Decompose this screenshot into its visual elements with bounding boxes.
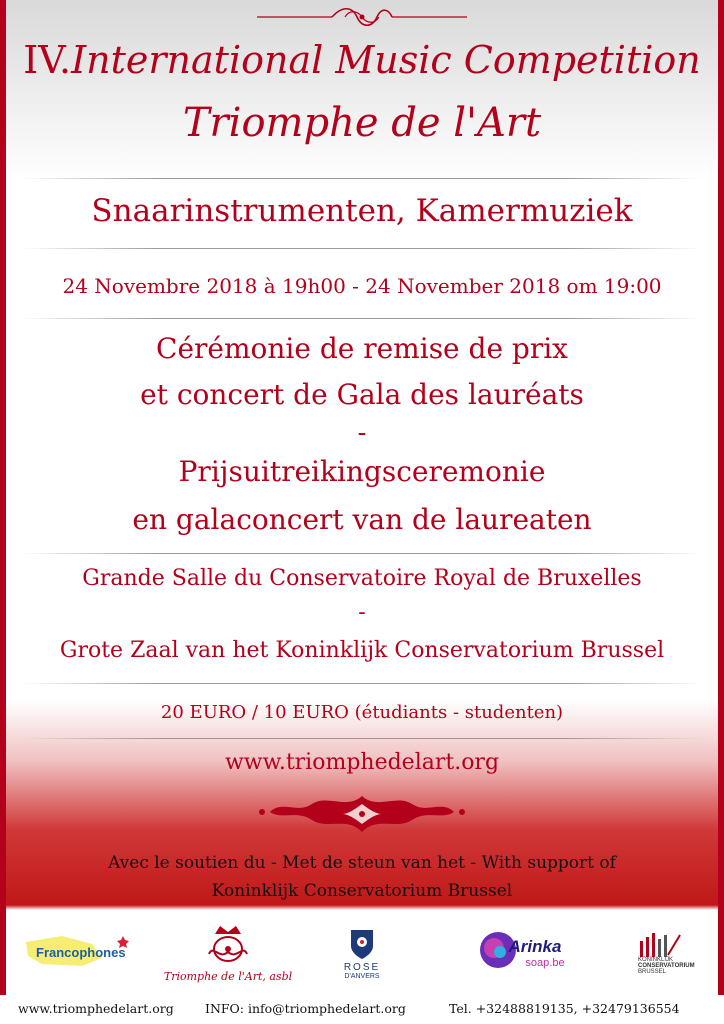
separator <box>22 553 702 554</box>
ornament-icon <box>252 790 472 838</box>
separator <box>22 178 702 179</box>
logo-kcb <box>638 910 708 995</box>
crown-crest-icon <box>203 922 253 966</box>
event-date: 24 Novembre 2018 à 19h00 - 24 November 2018 om 19:00 <box>62 274 662 298</box>
separator <box>22 683 702 684</box>
logo-francophones <box>22 910 134 995</box>
footer-tel[interactable]: Tel. +32488819135, +32479136554 <box>449 1001 680 1016</box>
logo-triomphe <box>158 910 298 995</box>
kcb-text-2: CONSERVATORIUM <box>638 962 695 969</box>
website-link[interactable]: www.triomphedelart.org <box>224 750 500 775</box>
footer <box>0 995 724 1024</box>
separator <box>22 318 702 319</box>
triomphe-logo-text: Triomphe de l'Art, asbl <box>163 970 293 983</box>
venue-line2: Grote Zaal van het Koninklijk Conservatorium Brussel <box>59 638 665 663</box>
rose-text: ROSE <box>343 961 381 973</box>
event-dash: - <box>357 418 367 448</box>
event-line4: en galaconcert van de laureaten <box>132 503 592 536</box>
anvers-text: D'ANVERS <box>344 972 380 980</box>
venue-dash: - <box>358 600 366 625</box>
logo-rose-anvers <box>332 910 392 995</box>
price: 20 EURO / 10 EURO (étudiants - studenten) <box>160 702 564 723</box>
francophones-text: Francophones <box>36 945 126 960</box>
competition-title <box>0 38 724 88</box>
frame-right-border <box>718 0 724 995</box>
category: Snaarinstrumenten, Kamermuziek <box>91 193 633 229</box>
kcb-text-3: BRUSSEL <box>638 968 667 975</box>
title-prefix: IV. <box>23 38 72 82</box>
title-line2: Triomphe de l'Art <box>182 100 542 146</box>
coat-of-arms-icon <box>349 926 375 960</box>
support-line1: Avec le soutien du - Met de steun van het - With support of <box>108 853 616 873</box>
soap-text: soap.be <box>525 956 565 969</box>
footer-info[interactable]: INFO: info@triomphedelart.org <box>205 1001 406 1016</box>
kcb-bars-icon <box>638 931 682 957</box>
footer-website[interactable]: www.triomphedelart.org <box>18 1001 174 1016</box>
separator <box>22 248 702 249</box>
top-ornament-icon <box>257 6 467 28</box>
frame-left-border <box>0 0 6 995</box>
venue-line1: Grande Salle du Conservatoire Royal de Bruxelles <box>82 566 642 591</box>
event-line2: et concert de Gala des lauréats <box>140 378 584 411</box>
arinka-text: Arinka <box>508 936 562 956</box>
sponsor-logos <box>10 910 714 995</box>
support-line2: Koninklijk Conservatorium Brussel <box>211 881 513 901</box>
event-line1: Cérémonie de remise de prix <box>156 332 568 365</box>
event-line3: Prijsuitreikingsceremonie <box>178 455 546 488</box>
logo-arinka-soap <box>472 910 572 995</box>
title-line1: International Music Competition <box>71 38 701 82</box>
separator <box>22 738 702 739</box>
kcb-text-1: KONINKLIJK <box>638 956 674 963</box>
